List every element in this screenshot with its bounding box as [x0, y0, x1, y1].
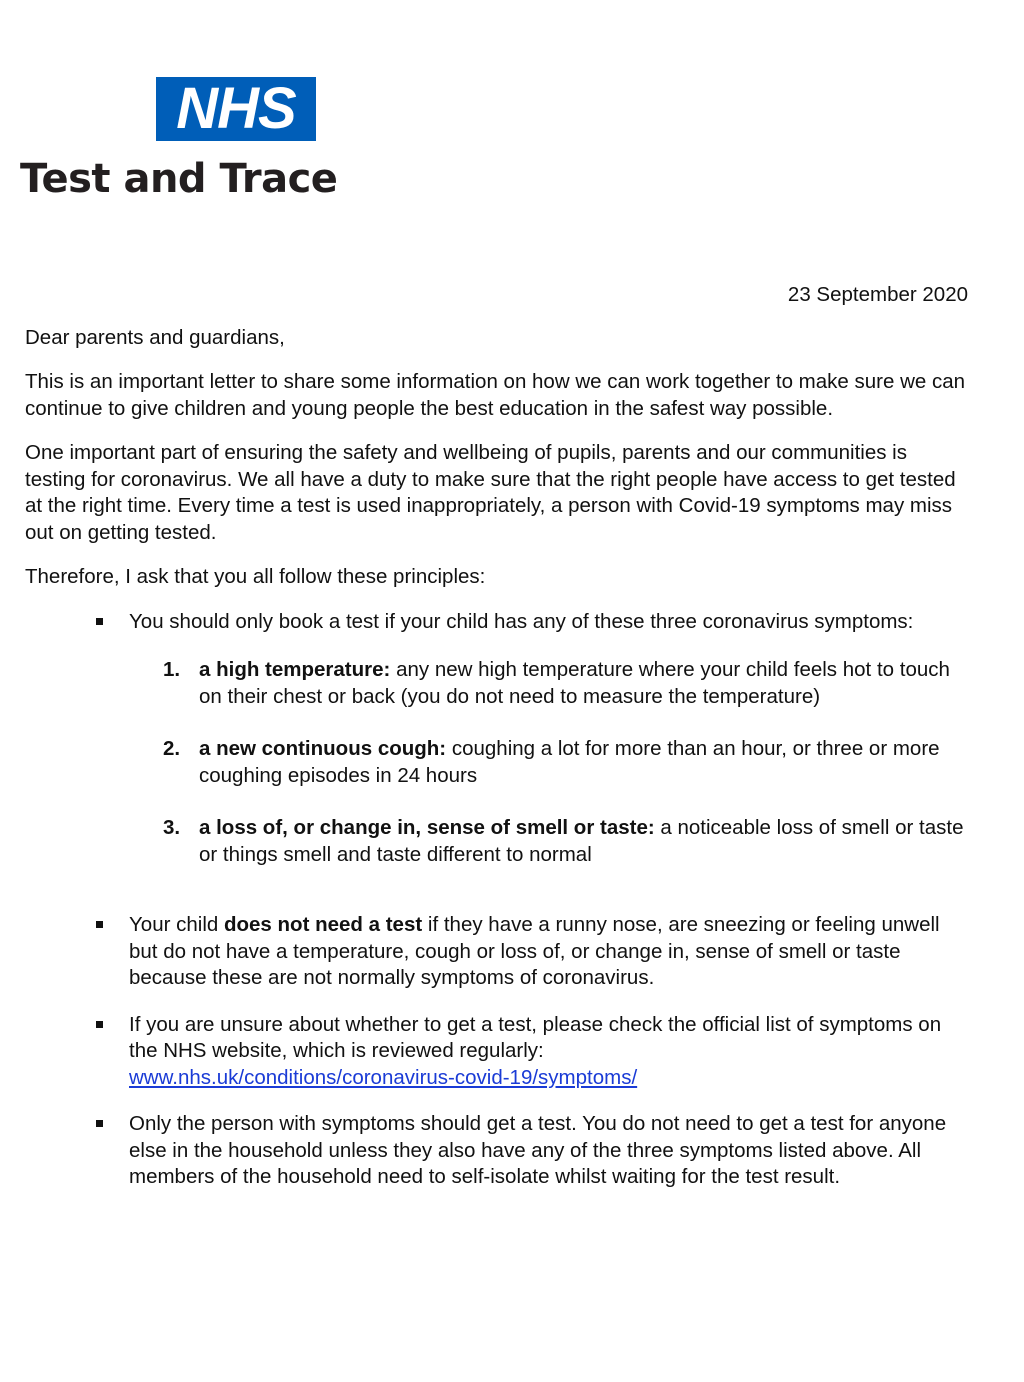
- symptom-title: a new continuous cough:: [199, 737, 447, 760]
- paragraph-principles: Therefore, I ask that you all follow these principles:: [25, 565, 486, 588]
- symptom-item: [163, 736, 970, 789]
- bullet-text: if they have a runny nose, are sneezing or feeling unwell but do not have a temperature, cough or loss of, or change in, sense of smell or taste because these are not normally symptoms of coronavirus.: [129, 913, 940, 989]
- service-name: Test and Trace: [20, 156, 338, 202]
- principles-list: [25, 609, 970, 1191]
- bullet-text: You should only book a test if your child has any of these three coronavirus symptoms:: [129, 609, 914, 633]
- bullet-text: If you are unsure about whether to get a test, please check the official list of symptoms on the NHS website, which is reviewed regularly:: [129, 1012, 942, 1062]
- square-bullet-icon: [96, 618, 103, 625]
- bullet-emphasis: does not need a test: [223, 913, 423, 936]
- symptom-number: 3.: [163, 816, 181, 839]
- paragraph-testing: One important part of ensuring the safety and wellbeing of pupils, parents and our communities is testing for coronavirus. We all have a duty to make sure that the right people have access to get tested at the right time. Every time a test is used inappropriately, a person with Covid-19 symptoms may miss out on getting tested.: [25, 441, 956, 544]
- symptom-number: 2.: [163, 737, 181, 760]
- square-bullet-icon: [96, 921, 103, 928]
- bullet-text: Only the person with symptoms should get a test. You do not need to get a test for anyone else in the household unless they also have any of the three symptoms listed above. All members of the household need to self-isolate whilst waiting for the test result.: [129, 1112, 947, 1188]
- symptom-description: coughing a lot for more than an hour, or three or more coughing episodes in 24 hours: [199, 737, 940, 787]
- square-bullet-icon: [96, 1021, 103, 1028]
- symptom-description: a noticeable loss of smell or taste or things smell and taste different to normal: [199, 816, 964, 866]
- symptom-item: [163, 815, 970, 868]
- list-item: [129, 912, 970, 992]
- salutation: Dear parents and guardians,: [25, 325, 285, 349]
- symptom-item: [163, 657, 970, 710]
- nhs-logo: NHS: [156, 77, 316, 141]
- paragraph-intro: This is an important letter to share some information on how we can work together to make sure we can continue to give children and young people the best education in the safest way possible.: [25, 370, 966, 420]
- symptom-title: a high temperature:: [199, 658, 391, 681]
- bullet-text: Your child: [129, 913, 224, 936]
- list-item: [129, 1111, 970, 1191]
- symptoms-list: [129, 657, 970, 868]
- symptom-title: a loss of, or change in, sense of smell or taste:: [199, 816, 655, 839]
- letter-body: [25, 282, 970, 1211]
- list-item: [129, 609, 970, 869]
- letter-date: 23 September 2020: [787, 283, 968, 306]
- list-item: [129, 1012, 970, 1092]
- nhs-symptoms-link[interactable]: www.nhs.uk/conditions/coronavirus-covid-19/symptoms/: [129, 1065, 638, 1089]
- symptom-description: any new high temperature where your child feels hot to touch on their chest or back (you do not need to measure the temperature): [199, 658, 950, 708]
- symptom-number: 1.: [163, 658, 181, 681]
- square-bullet-icon: [96, 1120, 103, 1127]
